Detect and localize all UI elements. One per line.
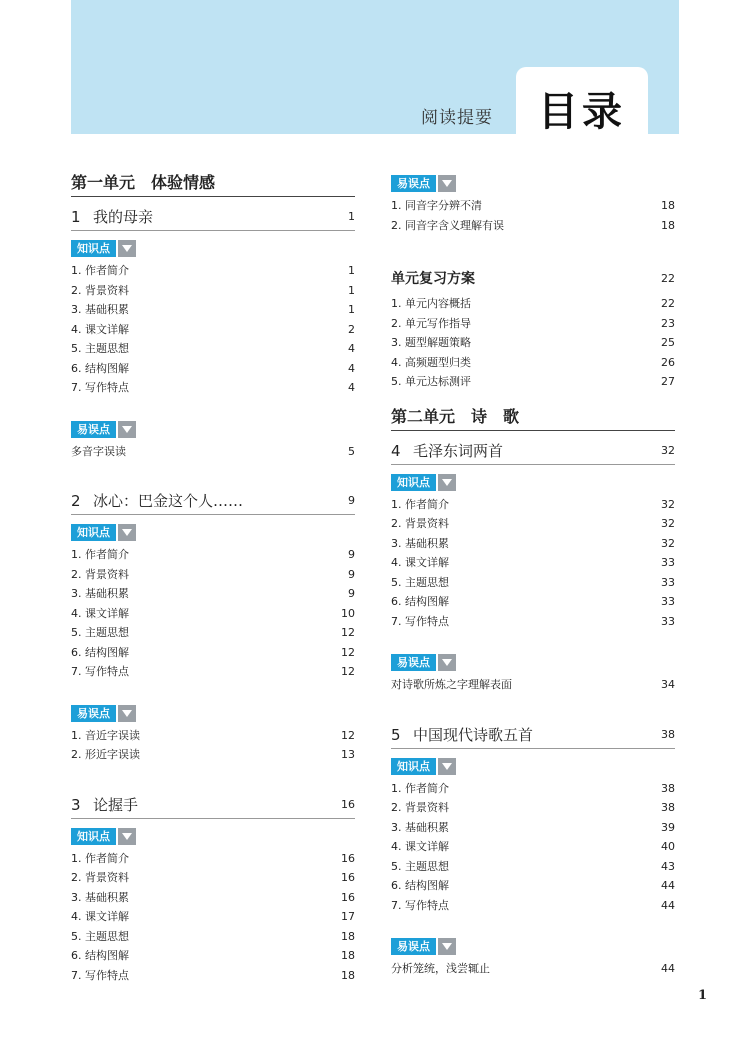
toc-item-label: 1. 单元内容概括 xyxy=(391,297,471,310)
toc-list xyxy=(391,675,675,695)
toc-item[interactable] xyxy=(391,514,675,534)
lesson-entry[interactable] xyxy=(391,721,675,749)
toc-item-label: 2. 形近字误读 xyxy=(71,748,140,761)
toc-item[interactable] xyxy=(391,534,675,554)
toc-item[interactable] xyxy=(71,261,355,281)
page-ref: 34 xyxy=(661,678,675,691)
dropdown-arrow-icon xyxy=(118,421,136,438)
dropdown-arrow-icon xyxy=(118,705,136,722)
page-ref: 33 xyxy=(661,614,675,628)
page-ref: 1 xyxy=(348,264,355,277)
toc-item-label: 6. 结构图解 xyxy=(391,595,449,608)
toc-item-label: 5. 主题思想 xyxy=(391,859,449,873)
toc-item-label: 4. 课文详解 xyxy=(71,606,129,620)
toc-left-column xyxy=(71,170,355,985)
toc-item-label: 3. 题型解题策略 xyxy=(391,336,471,349)
toc-item-label: 5. 主题思想 xyxy=(391,575,449,589)
toc-item-label: 2. 背景资料 xyxy=(391,801,449,814)
toc-item[interactable] xyxy=(71,868,355,888)
lesson-entry[interactable] xyxy=(71,203,355,231)
toc-item-label: 1. 作者简介 xyxy=(71,851,129,865)
toc-right-column xyxy=(391,170,675,979)
error-tag xyxy=(391,653,675,672)
page-ref: 39 xyxy=(661,820,675,834)
toc-item-label: 4. 课文详解 xyxy=(391,840,449,853)
page-ref: 44 xyxy=(661,898,675,912)
page-ref: 16 xyxy=(341,890,355,904)
toc-list xyxy=(71,726,355,765)
toc-item[interactable] xyxy=(391,818,675,838)
toc-item[interactable] xyxy=(391,553,675,573)
lesson-title: 毛泽东词两首 xyxy=(413,441,504,460)
page-ref: 16 xyxy=(341,797,355,811)
page-ref: 38 xyxy=(661,727,675,741)
error-tag xyxy=(391,174,675,193)
lesson-entry[interactable] xyxy=(391,437,675,465)
toc-item[interactable] xyxy=(71,300,355,320)
toc-item[interactable] xyxy=(391,612,675,632)
knowledge-tag xyxy=(71,523,355,542)
toc-item[interactable] xyxy=(391,573,675,593)
toc-item[interactable] xyxy=(391,353,675,373)
page-ref: 27 xyxy=(661,375,675,388)
page-ref: 9 xyxy=(348,548,355,561)
page-ref: 18 xyxy=(341,949,355,962)
toc-item[interactable] xyxy=(71,946,355,966)
toc-item-label: 多音字误读 xyxy=(71,444,126,458)
toc-item[interactable] xyxy=(391,372,675,392)
toc-item[interactable] xyxy=(71,359,355,379)
lesson-number: 4 xyxy=(391,441,401,460)
toc-list xyxy=(391,779,675,916)
page-ref: 33 xyxy=(661,595,675,608)
lesson-number: 1 xyxy=(71,208,81,226)
header-subtitle: 阅读提要 xyxy=(421,108,493,128)
knowledge-label: 知识点 xyxy=(391,474,436,491)
toc-item[interactable] xyxy=(391,216,675,236)
page-ref: 32 xyxy=(661,536,675,550)
page-number: 1 xyxy=(698,988,708,1003)
toc-item-label: 4. 课文详解 xyxy=(71,910,129,923)
page-ref: 9 xyxy=(348,587,355,600)
toc-item[interactable] xyxy=(391,294,675,314)
dropdown-arrow-icon xyxy=(438,758,456,775)
page-ref: 1 xyxy=(348,210,355,223)
toc-list xyxy=(71,545,355,682)
page-ref: 32 xyxy=(661,497,675,511)
page-ref: 1 xyxy=(348,303,355,316)
knowledge-tag xyxy=(71,239,355,258)
page-ref: 17 xyxy=(341,910,355,923)
error-label: 易误点 xyxy=(71,705,116,722)
lesson-title: 冰心：巴金这个人…… xyxy=(93,492,244,510)
page-ref: 5 xyxy=(348,444,355,458)
error-label: 易误点 xyxy=(391,654,436,671)
page-ref: 4 xyxy=(348,342,355,355)
review-entry[interactable] xyxy=(391,265,675,291)
lesson-number: 2 xyxy=(71,492,81,510)
toc-item[interactable] xyxy=(391,675,675,695)
page-ref: 18 xyxy=(341,968,355,982)
lesson-number: 3 xyxy=(71,795,81,814)
toc-item-label: 2. 同音字含义理解有误 xyxy=(391,218,504,232)
toc-item-label: 1. 音近字误读 xyxy=(71,728,140,742)
dropdown-arrow-icon xyxy=(118,240,136,257)
error-label: 易误点 xyxy=(71,421,116,438)
toc-item[interactable] xyxy=(391,857,675,877)
page-ref: 12 xyxy=(341,728,355,742)
toc-item[interactable] xyxy=(391,779,675,799)
toc-item[interactable] xyxy=(71,623,355,643)
dropdown-arrow-icon xyxy=(118,524,136,541)
error-label: 易误点 xyxy=(391,938,436,955)
toc-item[interactable] xyxy=(391,495,675,515)
page-ref: 12 xyxy=(341,665,355,678)
unit-title: 第二单元 诗 歌 xyxy=(391,404,675,431)
page-ref: 44 xyxy=(661,879,675,892)
toc-item[interactable] xyxy=(71,966,355,986)
page-ref: 44 xyxy=(661,962,675,975)
dropdown-arrow-icon xyxy=(438,474,456,491)
page-ref: 16 xyxy=(341,871,355,884)
toc-item[interactable] xyxy=(71,281,355,301)
toc-item-label: 对诗歌所炼之字理解表面 xyxy=(391,678,512,691)
unit-title: 第一单元 体验情感 xyxy=(71,170,355,197)
toc-item[interactable] xyxy=(71,643,355,663)
toc-item[interactable] xyxy=(391,959,675,979)
page-ref: 10 xyxy=(341,606,355,620)
toc-list xyxy=(71,261,355,398)
toc-item-label: 6. 结构图解 xyxy=(71,361,129,375)
page-ref: 38 xyxy=(661,781,675,795)
toc-item[interactable] xyxy=(71,726,355,746)
toc-item-label: 1. 作者简介 xyxy=(391,497,449,511)
page-ref: 12 xyxy=(341,626,355,639)
toc-item[interactable] xyxy=(391,314,675,334)
knowledge-label: 知识点 xyxy=(71,828,116,845)
toc-list xyxy=(71,849,355,986)
toc-item[interactable] xyxy=(71,565,355,585)
toc-item-label: 4. 课文详解 xyxy=(391,556,449,569)
toc-item-label: 5. 单元达标测评 xyxy=(391,375,471,388)
error-tag xyxy=(71,420,355,439)
error-label: 易误点 xyxy=(391,175,436,192)
toc-item[interactable] xyxy=(71,888,355,908)
toc-item[interactable] xyxy=(391,896,675,916)
page-ref: 4 xyxy=(348,381,355,394)
review-title: 单元复习方案 xyxy=(391,271,475,287)
page-ref: 18 xyxy=(661,199,675,212)
error-tag xyxy=(71,704,355,723)
toc-item-label: 3. 基础积累 xyxy=(71,587,129,600)
toc-item-label: 6. 结构图解 xyxy=(391,879,449,892)
toc-item-label: 5. 主题思想 xyxy=(71,342,129,355)
toc-item[interactable] xyxy=(71,907,355,927)
page-ref: 22 xyxy=(661,271,675,285)
page-ref: 38 xyxy=(661,801,675,814)
page-ref: 23 xyxy=(661,316,675,330)
toc-item[interactable] xyxy=(71,545,355,565)
toc-item-label: 3. 基础积累 xyxy=(391,820,449,834)
page-ref: 18 xyxy=(341,929,355,943)
toc-item[interactable] xyxy=(71,339,355,359)
page-ref: 32 xyxy=(661,517,675,530)
lesson-title: 论握手 xyxy=(93,795,139,814)
toc-item-label: 7. 写作特点 xyxy=(71,381,129,394)
toc-item[interactable] xyxy=(71,584,355,604)
knowledge-label: 知识点 xyxy=(391,758,436,775)
toc-item-label: 6. 结构图解 xyxy=(71,645,129,659)
toc-item[interactable] xyxy=(71,320,355,340)
page-ref: 9 xyxy=(348,494,355,507)
lesson-title: 中国现代诗歌五首 xyxy=(413,725,534,744)
toc-item-label: 4. 高频题型归类 xyxy=(391,355,471,369)
page-ref: 40 xyxy=(661,840,675,853)
toc-item-label: 2. 背景资料 xyxy=(71,871,129,884)
dropdown-arrow-icon xyxy=(438,654,456,671)
toc-item-label: 6. 结构图解 xyxy=(71,949,129,962)
lesson-entry[interactable] xyxy=(71,791,355,819)
knowledge-label: 知识点 xyxy=(71,524,116,541)
toc-item[interactable] xyxy=(71,745,355,765)
toc-item[interactable] xyxy=(391,592,675,612)
toc-list xyxy=(391,294,675,392)
toc-item-label: 5. 主题思想 xyxy=(71,626,129,639)
dropdown-arrow-icon xyxy=(118,828,136,845)
page-title: 目录 xyxy=(538,89,626,135)
dropdown-arrow-icon xyxy=(438,938,456,955)
toc-list xyxy=(391,196,675,235)
error-tag xyxy=(391,937,675,956)
toc-item[interactable] xyxy=(71,927,355,947)
toc-item-label: 2. 背景资料 xyxy=(71,567,129,581)
page-ref: 18 xyxy=(661,218,675,232)
page-ref: 33 xyxy=(661,575,675,589)
toc-item-label: 2. 背景资料 xyxy=(391,517,449,530)
toc-item[interactable] xyxy=(71,849,355,869)
toc-item[interactable] xyxy=(71,442,355,462)
page-ref: 13 xyxy=(341,748,355,761)
toc-item[interactable] xyxy=(391,333,675,353)
dropdown-arrow-icon xyxy=(438,175,456,192)
toc-item-label: 1. 作者简介 xyxy=(391,781,449,795)
toc-list xyxy=(391,959,675,979)
toc-item[interactable] xyxy=(71,604,355,624)
page-ref: 25 xyxy=(661,336,675,349)
page-ref: 33 xyxy=(661,556,675,569)
toc-item-label: 分析笼统，浅尝辄止 xyxy=(391,962,490,975)
toc-item-label: 4. 课文详解 xyxy=(71,322,129,336)
toc-item-label: 1. 同音字分辨不清 xyxy=(391,199,482,212)
toc-item[interactable] xyxy=(391,196,675,216)
toc-item-label: 2. 单元写作指导 xyxy=(391,316,471,330)
page-ref: 1 xyxy=(348,283,355,297)
lesson-title: 我的母亲 xyxy=(93,208,154,226)
page-ref: 22 xyxy=(661,297,675,310)
knowledge-tag xyxy=(391,757,675,776)
toc-item[interactable] xyxy=(71,662,355,682)
toc-item[interactable] xyxy=(391,876,675,896)
toc-item[interactable] xyxy=(71,378,355,398)
toc-item-label: 1. 作者简介 xyxy=(71,264,129,277)
toc-item-label: 7. 写作特点 xyxy=(391,614,449,628)
lesson-entry[interactable] xyxy=(71,487,355,515)
toc-list xyxy=(71,442,355,462)
toc-item-label: 7. 写作特点 xyxy=(71,968,129,982)
page-ref: 32 xyxy=(661,443,675,457)
page-ref: 2 xyxy=(348,322,355,336)
toc-list xyxy=(391,495,675,632)
toc-item-label: 2. 背景资料 xyxy=(71,283,129,297)
toc-item-label: 7. 写作特点 xyxy=(71,665,129,678)
toc-item-label: 5. 主题思想 xyxy=(71,929,129,943)
toc-item-label: 1. 作者简介 xyxy=(71,548,129,561)
knowledge-tag xyxy=(71,827,355,846)
page-ref: 9 xyxy=(348,567,355,581)
toc-item[interactable] xyxy=(391,798,675,818)
knowledge-label: 知识点 xyxy=(71,240,116,257)
toc-item-label: 3. 基础积累 xyxy=(71,303,129,316)
page-ref: 12 xyxy=(341,645,355,659)
toc-item-label: 7. 写作特点 xyxy=(391,898,449,912)
toc-item[interactable] xyxy=(391,837,675,857)
toc-item-label: 3. 基础积累 xyxy=(391,536,449,550)
toc-item-label: 3. 基础积累 xyxy=(71,890,129,904)
page-ref: 43 xyxy=(661,859,675,873)
knowledge-tag xyxy=(391,473,675,492)
page-ref: 16 xyxy=(341,851,355,865)
page-ref: 26 xyxy=(661,355,675,369)
page-ref: 4 xyxy=(348,361,355,375)
lesson-number: 5 xyxy=(391,725,401,744)
